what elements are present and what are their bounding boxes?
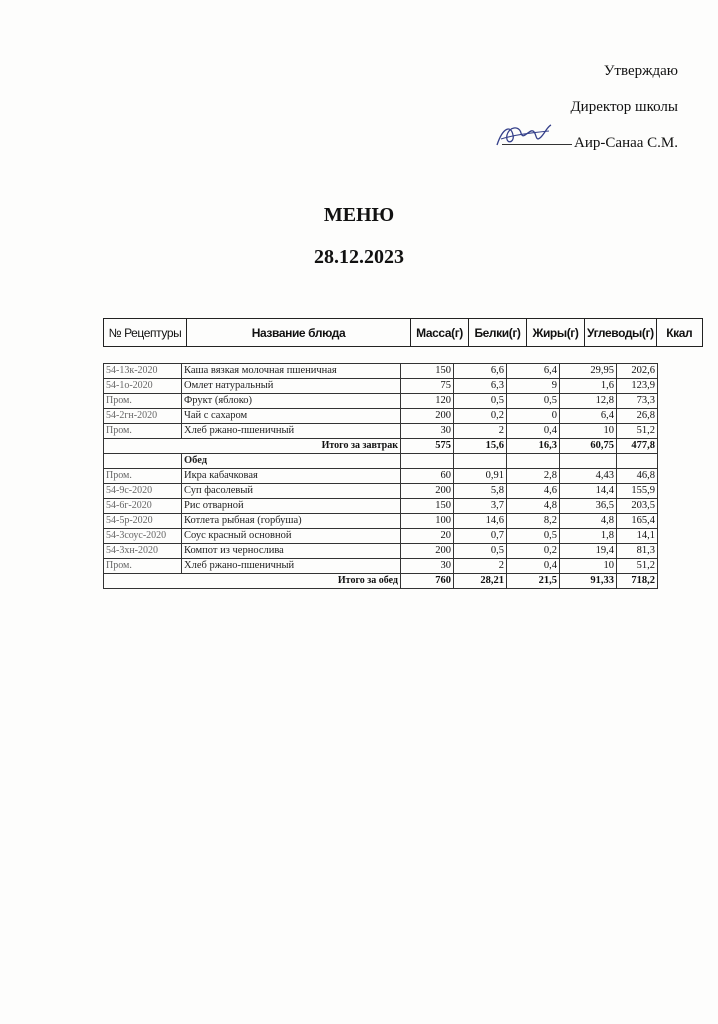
menu-date: 28.12.2023 bbox=[314, 246, 404, 268]
total-label: Итого за обед bbox=[104, 574, 401, 589]
cell-name: Фрукт (яблоко) bbox=[182, 394, 401, 409]
total-carbs: 60,75 bbox=[560, 439, 617, 454]
cell-protein: 14,6 bbox=[454, 514, 507, 529]
cell-carbs: 1,8 bbox=[560, 529, 617, 544]
cell-kcal: 51,2 bbox=[617, 424, 658, 439]
cell-kcal: 14,1 bbox=[617, 529, 658, 544]
table-row bbox=[104, 529, 658, 544]
menu-table bbox=[103, 363, 658, 589]
cell-mass: 30 bbox=[401, 559, 454, 574]
cell-fat: 0,4 bbox=[507, 424, 560, 439]
table-row bbox=[104, 469, 658, 484]
cell-mass: 100 bbox=[401, 514, 454, 529]
section-label: Обед bbox=[182, 454, 401, 469]
cell-kcal: 73,3 bbox=[617, 394, 658, 409]
signature-row bbox=[502, 134, 678, 152]
cell-kcal: 203,5 bbox=[617, 499, 658, 514]
approval-block bbox=[502, 62, 678, 170]
cell-name: Рис отварной bbox=[182, 499, 401, 514]
table-row bbox=[104, 409, 658, 424]
cell-protein: 3,7 bbox=[454, 499, 507, 514]
cell-carbs: 36,5 bbox=[560, 499, 617, 514]
total-kcal: 477,8 bbox=[617, 439, 658, 454]
cell-fat: 0 bbox=[507, 409, 560, 424]
cell-code: 54-5р-2020 bbox=[104, 514, 182, 529]
cell-name: Компот из чернослива bbox=[182, 544, 401, 559]
cell-carbs: 12,8 bbox=[560, 394, 617, 409]
cell-name: Икра кабачковая bbox=[182, 469, 401, 484]
cell-carbs: 14,4 bbox=[560, 484, 617, 499]
cell-code: Пром. bbox=[104, 559, 182, 574]
header-row bbox=[104, 319, 703, 347]
cell-protein: 6,6 bbox=[454, 364, 507, 379]
cell-name: Соус красный основной bbox=[182, 529, 401, 544]
total-fat: 16,3 bbox=[507, 439, 560, 454]
cell-mass: 30 bbox=[401, 424, 454, 439]
cell-fat: 0,4 bbox=[507, 559, 560, 574]
cell-carbs: 10 bbox=[560, 559, 617, 574]
cell-code: Пром. bbox=[104, 469, 182, 484]
total-label: Итого за завтрак bbox=[104, 439, 401, 454]
cell-mass: 120 bbox=[401, 394, 454, 409]
cell-protein: 0,5 bbox=[454, 544, 507, 559]
header-fat: Жиры(г) bbox=[527, 319, 585, 347]
cell-carbs: 1,6 bbox=[560, 379, 617, 394]
total-kcal: 718,2 bbox=[617, 574, 658, 589]
total-protein: 15,6 bbox=[454, 439, 507, 454]
cell-mass: 200 bbox=[401, 484, 454, 499]
empty-cell bbox=[560, 454, 617, 469]
director-name: Аир-Санаа С.М. bbox=[574, 135, 678, 151]
cell-protein: 6,3 bbox=[454, 379, 507, 394]
cell-fat: 0,5 bbox=[507, 529, 560, 544]
section-row-lunch bbox=[104, 454, 658, 469]
table-row bbox=[104, 484, 658, 499]
cell-protein: 5,8 bbox=[454, 484, 507, 499]
table-row bbox=[104, 499, 658, 514]
menu-header-table bbox=[103, 318, 703, 347]
cell-carbs: 19,4 bbox=[560, 544, 617, 559]
header-dish: Название блюда bbox=[187, 319, 411, 347]
cell-code: Пром. bbox=[104, 394, 182, 409]
cell-carbs: 4,43 bbox=[560, 469, 617, 484]
cell-fat: 0,2 bbox=[507, 544, 560, 559]
cell-carbs: 10 bbox=[560, 424, 617, 439]
table-row bbox=[104, 364, 658, 379]
cell-kcal: 26,8 bbox=[617, 409, 658, 424]
cell-mass: 200 bbox=[401, 409, 454, 424]
total-mass: 760 bbox=[401, 574, 454, 589]
cell-kcal: 51,2 bbox=[617, 559, 658, 574]
total-fat: 21,5 bbox=[507, 574, 560, 589]
cell-code: 54-6г-2020 bbox=[104, 499, 182, 514]
cell-code: Пром. bbox=[104, 424, 182, 439]
cell-mass: 75 bbox=[401, 379, 454, 394]
cell-protein: 0,2 bbox=[454, 409, 507, 424]
table-row bbox=[104, 379, 658, 394]
signature-icon bbox=[493, 121, 553, 151]
cell-protein: 0,7 bbox=[454, 529, 507, 544]
cell-name: Суп фасолевый bbox=[182, 484, 401, 499]
cell-fat: 6,4 bbox=[507, 364, 560, 379]
cell-carbs: 6,4 bbox=[560, 409, 617, 424]
empty-cell bbox=[617, 454, 658, 469]
empty-cell bbox=[401, 454, 454, 469]
cell-mass: 200 bbox=[401, 544, 454, 559]
header-carbs: Углеводы(г) bbox=[585, 319, 657, 347]
cell-name: Хлеб ржано-пшеничный bbox=[182, 559, 401, 574]
cell-code: 54-13к-2020 bbox=[104, 364, 182, 379]
cell-protein: 0,91 bbox=[454, 469, 507, 484]
cell-protein: 2 bbox=[454, 424, 507, 439]
cell-mass: 20 bbox=[401, 529, 454, 544]
table-row bbox=[104, 544, 658, 559]
header-protein: Белки(г) bbox=[469, 319, 527, 347]
cell-name: Котлета рыбная (горбуша) bbox=[182, 514, 401, 529]
cell-kcal: 155,9 bbox=[617, 484, 658, 499]
cell-fat: 8,2 bbox=[507, 514, 560, 529]
table-row bbox=[104, 424, 658, 439]
cell-kcal: 202,6 bbox=[617, 364, 658, 379]
cell-code: 54-3хн-2020 bbox=[104, 544, 182, 559]
cell-code: 54-9с-2020 bbox=[104, 484, 182, 499]
cell-carbs: 29,95 bbox=[560, 364, 617, 379]
breakfast-total-row bbox=[104, 439, 658, 454]
cell-carbs: 4,8 bbox=[560, 514, 617, 529]
table-row bbox=[104, 394, 658, 409]
cell-mass: 150 bbox=[401, 364, 454, 379]
cell-code: 54-1о-2020 bbox=[104, 379, 182, 394]
cell-code: 54-3соус-2020 bbox=[104, 529, 182, 544]
empty-cell bbox=[507, 454, 560, 469]
empty-cell bbox=[454, 454, 507, 469]
cell-fat: 2,8 bbox=[507, 469, 560, 484]
header-mass: Масса(г) bbox=[411, 319, 469, 347]
cell-protein: 0,5 bbox=[454, 394, 507, 409]
lunch-total-row bbox=[104, 574, 658, 589]
cell-name: Чай с сахаром bbox=[182, 409, 401, 424]
table-row bbox=[104, 559, 658, 574]
total-protein: 28,21 bbox=[454, 574, 507, 589]
cell-name: Каша вязкая молочная пшеничная bbox=[182, 364, 401, 379]
cell-mass: 150 bbox=[401, 499, 454, 514]
table-row bbox=[104, 514, 658, 529]
page-title: МЕНЮ bbox=[323, 204, 395, 226]
cell-fat: 0,5 bbox=[507, 394, 560, 409]
cell-fat: 4,8 bbox=[507, 499, 560, 514]
cell-kcal: 123,9 bbox=[617, 379, 658, 394]
cell-name: Омлет натуральный bbox=[182, 379, 401, 394]
empty-cell bbox=[104, 454, 182, 469]
approval-line: Утверждаю bbox=[603, 63, 678, 79]
cell-fat: 9 bbox=[507, 379, 560, 394]
cell-code: 54-2гн-2020 bbox=[104, 409, 182, 424]
cell-kcal: 46,8 bbox=[617, 469, 658, 484]
cell-fat: 4,6 bbox=[507, 484, 560, 499]
header-kcal: Ккал bbox=[656, 319, 702, 347]
cell-name: Хлеб ржано-пшеничный bbox=[182, 424, 401, 439]
total-carbs: 91,33 bbox=[560, 574, 617, 589]
cell-mass: 60 bbox=[401, 469, 454, 484]
cell-kcal: 165,4 bbox=[617, 514, 658, 529]
cell-kcal: 81,3 bbox=[617, 544, 658, 559]
menu-body bbox=[104, 364, 658, 589]
cell-protein: 2 bbox=[454, 559, 507, 574]
approval-position: Директор школы bbox=[570, 99, 678, 115]
total-mass: 575 bbox=[401, 439, 454, 454]
header-recipe: № Рецептуры bbox=[104, 319, 187, 347]
